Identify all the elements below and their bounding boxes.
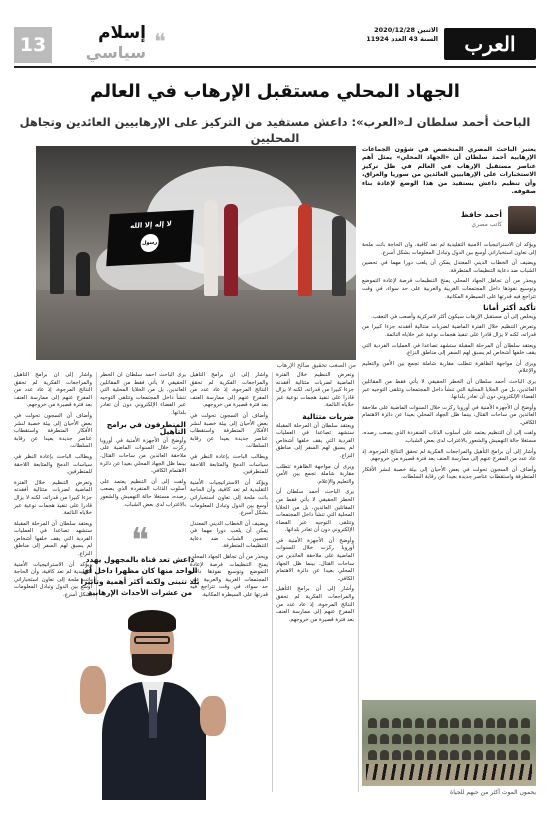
column-middle-right [276, 372, 354, 798]
quote-marks-icon: ❝ [154, 30, 166, 55]
paragraph: ويرى أن مواجهة الظاهرة تتطلب مقاربة شاملة تجمع بين الأمن والتعليم والإعلام. [276, 463, 354, 485]
seized-weapons-photo [362, 700, 536, 786]
paragraph: ويحذر من أن تجاهل الجهاد المحلي يمنح التنظيمات فرصة لإعادة التموضع وتوسيع نفوذها داخل المجتمعات الغربية والعربية على حد سواء، في وقت تتراجع فيه قدرتها على السيطرة المكانية. [362, 278, 536, 300]
paragraph: وتعرض التنظيم خلال الفترة الماضية لضربات متتالية أفقدته جزءا كبيرا من قدراته، لكنه لا يزال قادرا على تنفيذ هجمات نوعية عبر خلاياه النائمة. [14, 479, 92, 517]
paragraph: ويؤكد أن الاستراتيجيات الأمنية التقليدية لم تعد كافية، وأن الحاجة باتت ملحة إلى تعاون استخباراتي أوسع بين الدول وتبادل المعلومات بشكل أسرع. [14, 561, 92, 599]
author-box [362, 206, 536, 236]
section-heading: المنطرفون في برامج التأهيل [106, 419, 186, 437]
paragraph: ويخلص إلى أن مستقبل الإرهاب سيكون أكثر لامركزية وأصعب في التعقب. [371, 313, 536, 320]
article-headline: الجهاد المحلي مستقبل الإرهاب في العالم [90, 81, 460, 102]
paragraph: ويؤكد أن الاستراتيجيات الأمنية التقليدية لم تعد كافية، وأن الحاجة باتت ملحة إلى تعاون استخباراتي أوسع بين الدول وتبادل المعلومات بشكل أسرع. [362, 242, 536, 256]
paragraph: ولفت إلى أن التنظيم يعتمد على أسلوب الذئاب المنفردة الذي يصعب رصده، مستغلا حالة التهميش والشعور بالاغتراب لدى بعض الشباب. [100, 478, 186, 508]
paragraph: ويرى أن مواجهة الظاهرة تتطلب مقاربة شاملة تجمع بين الأمن والتعليم والإعلام. [362, 360, 536, 375]
paragraph: ويطالب الباحث بإعادة النظر في سياسات الدمج والمتابعة اللاحقة للمتطرفين. [190, 453, 268, 476]
black-flag-icon: لا إله إلا الله رسول [106, 210, 194, 266]
issue-date: الاثنين 2020/12/28 [374, 26, 438, 34]
newspaper-logo: العرب [444, 28, 536, 60]
paragraph: وتعرض التنظيم خلال الفترة الماضية لضربات متتالية أفقدته جزءا كبيرا من قدراته، لكنه لا يزال قادرا على تنفيذ هجمات نوعية عبر خلاياه النائمة. [276, 372, 354, 409]
paragraph: وأشار إلى أن برامج التأهيل والمراجعات الفكرية لم تحقق النتائج المرجوة، إذ عاد عدد من المفرج عنهم إلى ممارسة العنف بعد فترة قصيرة من خروجهم. [276, 586, 354, 623]
paragraph: ويعتقد سلطان أن المرحلة المقبلة ستشهد تصاعدا في العمليات الفردية التي يقف خلفها أشخاص لم يسبق لهم السفر إلى مناطق النزاع. [14, 520, 92, 558]
paragraph: ويطالب الباحث بإعادة النظر في سياسات الدمج والمتابعة اللاحقة للمتطرفين. [14, 453, 92, 476]
article-subhead: الباحث أحمد سلطان لـ«العرب»: داعش مستفيد من التركيز على الإرهابيين العائدين وتجاهل المحليين [19, 115, 531, 145]
issue-number: السنة 43 العدد 11924 [366, 35, 438, 43]
paragraph: وأوضح أن الأجهزة الأمنية في أوروبا ركزت خلال السنوات الماضية على ملاحقة العائدين من ساحات القتال، بينما ظل الجهاد المحلي بعيدا عن دائرة الاهتمام الكافي. [100, 437, 186, 475]
paragraph: ويؤكد أن الاستراتيجيات الأمنية التقليدية لم تعد كافية، وأن الحاجة باتت ملحة إلى تعاون استخباراتي أوسع بين الدول وتبادل المعلومات بشكل أسرع. [190, 479, 268, 517]
section-title-line1: إسلام [98, 23, 146, 43]
paragraph: ويضيف أن الخطاب الديني المعتدل يمكن أن يلعب دورا مهما في تحصين الشباب ضد دعاية التنظيمات المتطرفة. [362, 260, 536, 274]
paragraph: يرى الباحث أحمد سلطان أن الخطر الحقيقي لا يأتي فقط من المقاتلين العائدين، بل من الخلايا المحلية التي تنشأ داخل المجتمعات وتتلقى التوجيه عبر الفضاء الإلكتروني دون أن تغادر بلدانها. [100, 372, 186, 416]
paragraph: وأشار إلى أن برامج التأهيل والمراجعات الفكرية لم تحقق النتائج المرجوة، إذ عاد عدد من المفرج عنهم إلى ممارسة العنف بعد فترة قصيرة من خروجهم. [190, 372, 268, 409]
paragraph: ويضيف أن الخطاب الديني المعتدل يمكن أن يلعب دورا مهما في تحصين الشباب ضد دعاية التنظيمات المتطرفة. [190, 520, 268, 550]
masthead [14, 24, 536, 68]
column-right [362, 242, 536, 692]
section-heading: تأكيد أكثر أمانا [483, 303, 536, 313]
section-title [62, 24, 146, 62]
column-left-middle [100, 372, 186, 522]
paragraph: يرى الباحث أحمد سلطان أن الخطر الحقيقي لا يأتي فقط من المقاتلين العائدين، بل من الخلايا المحلية التي تنشأ داخل المجتمعات وتتلقى التوجيه عبر الفضاء الإلكتروني دون أن تغادر بلدانها. [362, 378, 536, 401]
paragraph: وأوضح أن الأجهزة الأمنية في أوروبا ركزت خلال السنوات الماضية على ملاحقة العائدين من ساحات القتال، بينما ظل الجهاد المحلي بعيدا عن دائرة الاهتمام الكافي. [276, 537, 354, 582]
paragraph: وأشار إلى أن برامج التأهيل والمراجعات الفكرية لم تحقق النتائج المرجوة، إذ عاد عدد من المفرج عنهم إلى ممارسة العنف بعد فترة قصيرة من خروجهم. [362, 448, 536, 463]
weapons-photo-caption: يحمون الموت أكثر من حبهم للحياة [450, 789, 536, 796]
paragraph: ويعتقد سلطان أن المرحلة المقبلة ستشهد تصاعدا في العمليات الفردية التي يقف خلفها أشخاص لم يسبق لهم السفر إلى مناطق النزاع. [276, 422, 354, 459]
author-role: كاتب مصري [471, 221, 502, 228]
pull-quote [80, 521, 200, 609]
issue-info [366, 26, 438, 44]
paragraph: وتعرض التنظيم خلال الفترة الماضية لضربات متتالية أفقدته جزءا كبيرا من قدراته، لكنه لا يزال قادرا على تنفيذ هجمات نوعية عبر خلاياه النائمة. [362, 324, 536, 338]
paragraph: وأضاف أن السجون تحولت في بعض الأحيان إلى بيئة خصبة لنشر الأفكار المتطرفة واستقطاب عناصر جديدة بعيدا عن رقابة السلطات. [190, 412, 268, 450]
paragraph: ويحذر من أن تجاهل الجهاد المحلي يمنح التنظيمات فرصة لإعادة التموضع وتوسيع نفوذها داخل المجتمعات الغربية والعربية على حد سواء، في وقت تتراجع فيه قدرتها على السيطرة المكانية. [190, 554, 268, 599]
pull-quote-text: داعش تعد قناة بالمجهول يهدد الواحد منها كان مظهرا داخل أي بلد تتبنى ولكنه أكثر أهمية وتأثيرا من عشرات الأحداث الإرهابية [80, 555, 200, 597]
paragraph: وأشار إلى أن برامج التأهيل والمراجعات الفكرية لم تحقق النتائج المرجوة، إذ عاد عدد من المفرج عنهم إلى ممارسة العنف بعد فترة قصيرة من خروجهم. [14, 372, 92, 409]
section-title-line2: سياسي [85, 43, 146, 62]
author-portrait [80, 600, 230, 800]
author-name: أحمد حافظ [460, 210, 502, 219]
page-number-badge: 13 [14, 27, 52, 63]
paragraph: وأضاف أن السجون تحولت في بعض الأحيان إلى بيئة خصبة لنشر الأفكار المتطرفة واستقطاب عناصر جديدة بعيدا عن رقابة السلطات. [362, 466, 536, 481]
lead-photo-caption: من الصعب تحقيق صالح الإرهاب [276, 362, 356, 369]
author-avatar [508, 206, 536, 234]
quote-mark-icon: ❝ [130, 521, 150, 561]
paragraph: ويعتقد سلطان أن المرحلة المقبلة ستشهد تصاعدا في العمليات الفردية التي يقف خلفها أشخاص لم يسبق لهم السفر إلى مناطق النزاع. [362, 342, 536, 357]
paragraph: ولفت إلى أن التنظيم يعتمد على أسلوب الذئاب المنفردة الذي يصعب رصده، مستغلا حالة التهميش والشعور بالاغتراب لدى بعض الشباب. [362, 430, 536, 445]
paragraph: وأوضح أن الأجهزة الأمنية في أوروبا ركزت خلال السنوات الماضية على ملاحقة العائدين من ساحات القتال، بينما ظل الجهاد المحلي بعيدا عن دائرة الاهتمام الكافي. [362, 404, 536, 426]
paragraph: يرى الباحث أحمد سلطان أن الخطر الحقيقي لا يأتي فقط من المقاتلين العائدين، بل من الخلايا المحلية التي تنشأ داخل المجتمعات وتتلقى التوجيه عبر الفضاء الإلكتروني دون أن تغادر بلدانها. [276, 489, 354, 534]
article-lead: يعتبر الباحث المصري المتخصص في شؤون الجماعات الإرهابية أحمد سلطان أن «الجهاد المحلي» يمثل أهم عناصر مستقبل الإرهاب في العالم في ظل تركيز الاستخبارات على الإرهابيين العائدين من سوريا والعراق، وأن تنظيم داعش يستفيد من هذا الوضع لإعادة بناء صفوفه. [362, 146, 536, 196]
section-heading: ضربات متتالية [302, 411, 354, 421]
paragraph: وأضاف أن السجون تحولت في بعض الأحيان إلى بيئة خصبة لنشر الأفكار المتطرفة واستقطاب عناصر جديدة بعيدا عن رقابة السلطات. [14, 412, 92, 450]
lead-photo [36, 146, 356, 360]
